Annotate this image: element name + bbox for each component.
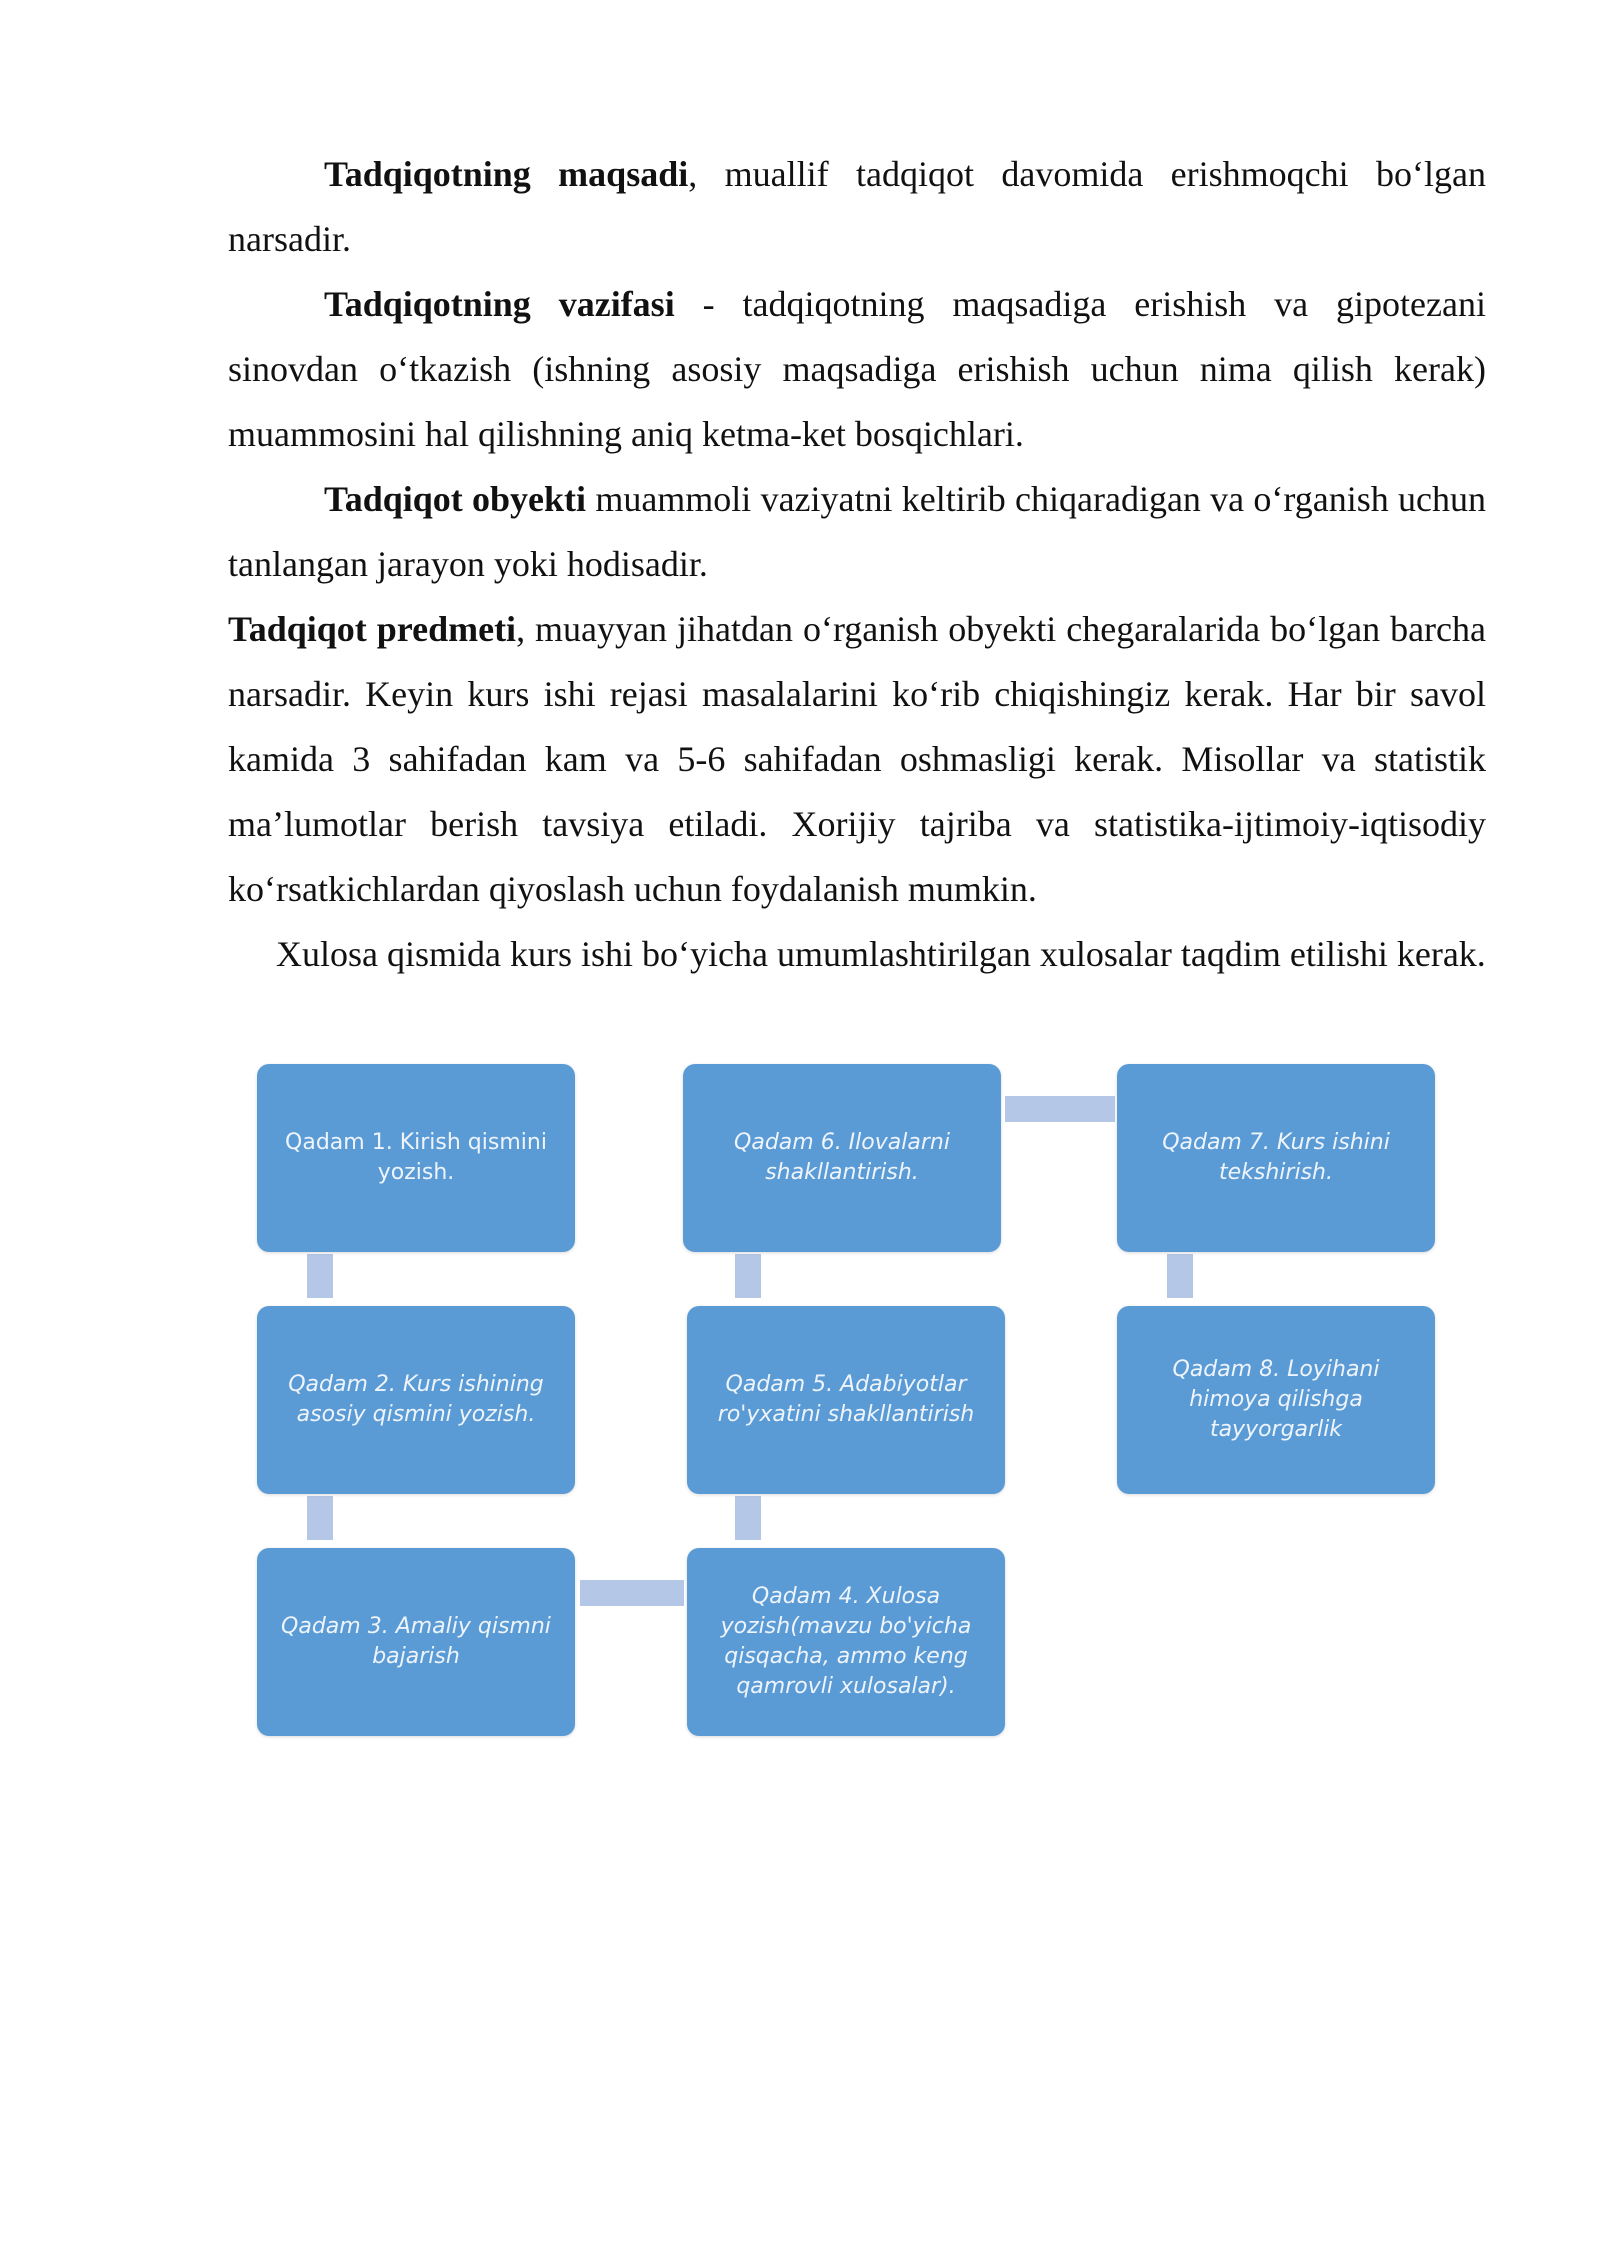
step-2-text: Qadam 2. Kurs ishining asosiy qismini yozish. xyxy=(288,1372,544,1427)
connector-2-3 xyxy=(307,1496,333,1540)
step-4-text: Qadam 4. Xulosa yozish(mavzu bo'yicha qisqacha, ammo keng qamrovli xulosalar). xyxy=(720,1584,972,1699)
step-2-box xyxy=(257,1306,575,1494)
step-4-box xyxy=(687,1548,1005,1736)
step-8-box xyxy=(1117,1306,1435,1494)
paragraph-subject xyxy=(228,597,1486,922)
term-object: Tadqiqot obyekti xyxy=(324,479,587,519)
goal-definition: , muallif tadqiqot davomida erishmoqchi bo‘lgan narsadir. xyxy=(228,154,1486,259)
step-6-box xyxy=(683,1064,1001,1252)
body-text xyxy=(228,142,1486,987)
connector-7-8 xyxy=(1167,1254,1193,1298)
connector-1-2 xyxy=(307,1254,333,1298)
step-3-box xyxy=(257,1548,575,1736)
step-1-text: Qadam 1. Kirish qismini yozish. xyxy=(285,1130,547,1185)
step-8-text: Qadam 8. Loyihani himoya qilishga tayyorgarlik xyxy=(1172,1357,1380,1442)
paragraph-task xyxy=(228,272,1486,467)
term-task: Tadqiqotning vazifasi xyxy=(324,284,675,324)
paragraph-conclusion: Xulosa qismida kurs ishi bo‘yicha umumlashtirilgan xulosalar taqdim etilishi kerak. xyxy=(276,934,1486,974)
connector-4-5 xyxy=(735,1496,761,1540)
step-1-box xyxy=(257,1064,575,1252)
term-goal: Tadqiqotning maqsadi xyxy=(324,154,689,194)
term-subject: Tadqiqot predmeti xyxy=(228,609,517,649)
task-definition: - tadqiqotning maqsadiga erishish va gipotezani sinovdan o‘tkazish (ishning asosiy maqsadiga erishish uchun nima qilish kerak) muammosini hal qilishning aniq ketma-ket bosqichlari. xyxy=(228,284,1486,454)
step-5-text: Qadam 5. Adabiyotlar ro'yxatini shakllantirish xyxy=(717,1372,975,1427)
step-6-text: Qadam 6. Ilovalarni shakllantirish. xyxy=(734,1130,950,1185)
paragraph-goal xyxy=(228,142,1486,272)
step-5-box xyxy=(687,1306,1005,1494)
paragraph-object xyxy=(228,467,1486,597)
object-definition: muammoli vaziyatni keltirib chiqaradigan va o‘rganish uchun tanlangan jarayon yoki hodisadir. xyxy=(228,479,1486,584)
subject-definition: , muayyan jihatdan o‘rganish obyekti chegaralarida bo‘lgan barcha narsadir. Keyin kurs ishi rejasi masalalarini ko‘rib chiqishingiz kerak. Har bir savol kamida 3 sahifadan kam va 5-6 sahifadan oshmasligi kerak. Misollar va statistik ma’lumotlar berish tavsiya etiladi. Xorijiy tajriba va statistika-ijtimoiy-iqtisodiy ko‘rsatkichlardan qiyoslash uchun foydalanish mumkin. xyxy=(228,609,1486,909)
step-7-text: Qadam 7. Kurs ishini tekshirish. xyxy=(1162,1130,1390,1185)
connector-6-7 xyxy=(1005,1096,1115,1122)
step-7-box xyxy=(1117,1064,1435,1252)
step-3-text: Qadam 3. Amaliy qismni bajarish xyxy=(281,1614,551,1669)
connector-5-6 xyxy=(735,1254,761,1298)
connector-3-4 xyxy=(580,1580,684,1606)
